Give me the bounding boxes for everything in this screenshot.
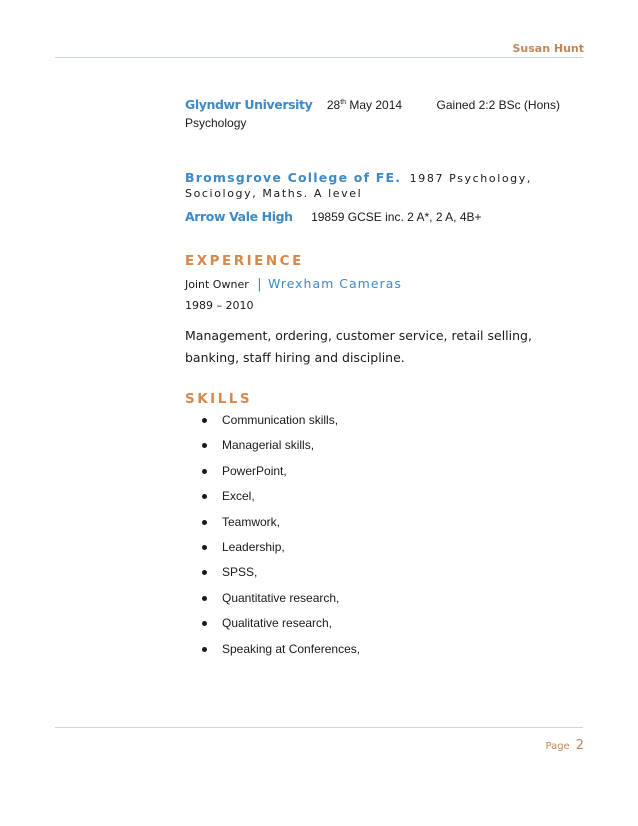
education-entry-1 — [185, 96, 560, 114]
education-result: Gained 2:2 BSc (Hons) — [436, 98, 560, 112]
page-label: Page — [545, 741, 570, 752]
skills-list — [202, 413, 360, 667]
role-separator: | — [257, 277, 262, 292]
list-item: Leadership, — [202, 540, 360, 565]
education-date: 28th May 2014 — [326, 98, 403, 112]
education-subject: Psychology — [185, 116, 247, 130]
institution-name: Glyndwr University — [185, 97, 313, 112]
list-item: Managerial skills, — [202, 438, 360, 463]
list-item: Speaking at Conferences, — [202, 642, 360, 667]
list-item: Excel, — [202, 489, 360, 514]
list-item: PowerPoint, — [202, 464, 360, 489]
education-detail-continued: Sociology, Maths. A level — [185, 187, 363, 200]
list-item: Quantitative research, — [202, 591, 360, 616]
institution-name: Bromsgrove College of FE. — [185, 170, 402, 185]
page-number: 2 — [575, 738, 584, 753]
job-period: 1989 – 2010 — [185, 299, 254, 312]
education-entry-2 — [185, 169, 532, 187]
experience-heading: EXPERIENCE — [185, 253, 304, 269]
list-item: SPSS, — [202, 565, 360, 590]
footer-divider — [55, 727, 583, 728]
job-role: Joint Owner — [185, 278, 249, 291]
skills-heading: SKILLS — [185, 391, 253, 407]
company-name: Wrexham Cameras — [268, 276, 402, 291]
institution-name: Arrow Vale High — [185, 209, 293, 224]
job-description: Management, ordering, customer service, retail selling, banking, staff hiring and discipline. — [185, 328, 532, 365]
header-divider — [55, 57, 583, 58]
experience-role-line — [185, 275, 402, 293]
page-footer — [546, 734, 585, 753]
list-item: Communication skills, — [202, 413, 360, 438]
education-detail: 19859 GCSE inc. 2 A*, 2 A, 4B+ — [311, 210, 482, 224]
education-entry-3 — [185, 208, 482, 226]
education-detail: 1987 Psychology, — [409, 172, 532, 185]
list-item: Teamwork, — [202, 515, 360, 540]
header-name: Susan Hunt — [512, 42, 584, 55]
list-item: Qualitative research, — [202, 616, 360, 641]
